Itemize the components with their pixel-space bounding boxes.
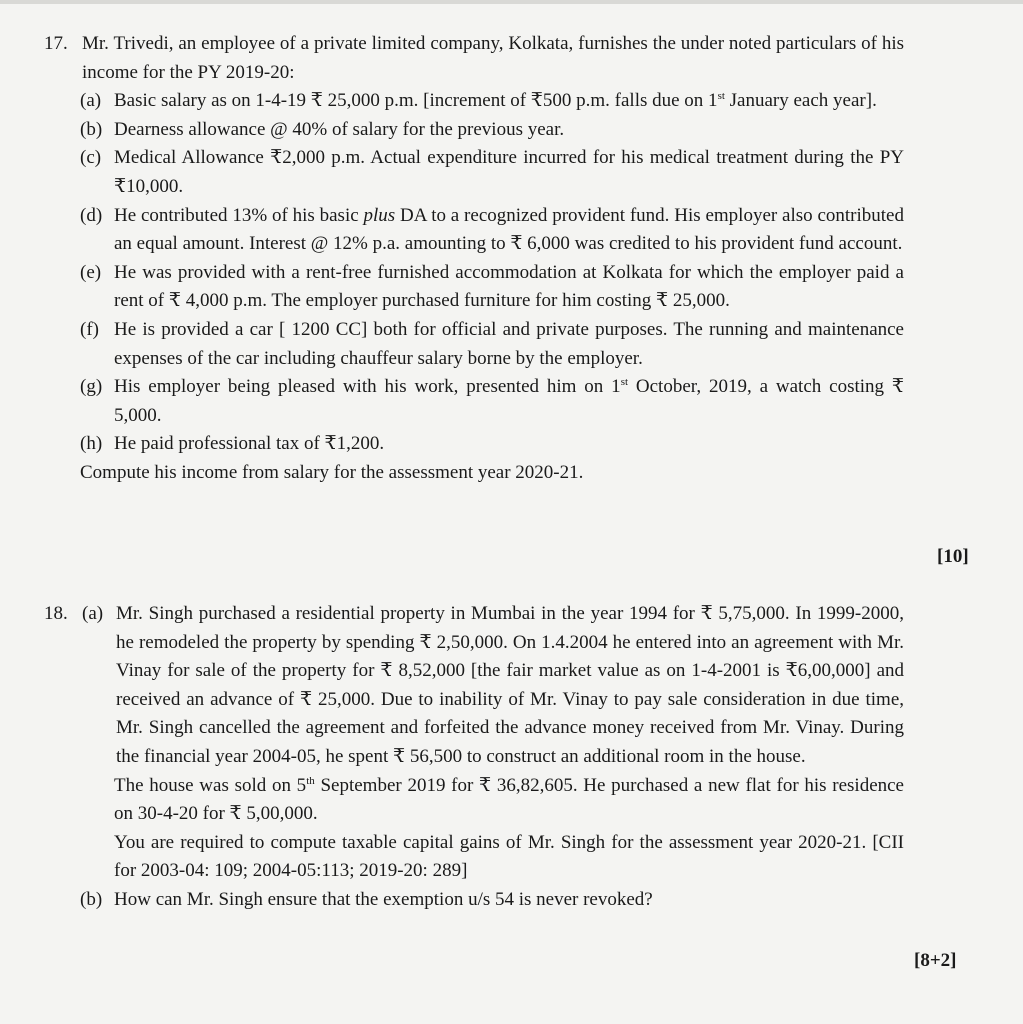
marks-18: [8+2]	[914, 950, 957, 971]
top-edge	[0, 0, 1023, 4]
item-b: (b) Dearness allowance @ 40% of salary for the previous year.	[80, 118, 565, 140]
question-number: 18.	[44, 603, 68, 624]
part-a-para2: The house was sold on 5th September 2019 for ₹ 36,82,605. He purchased a new flat for his residence on 30-4-20 for ₹ 5,00,000.	[114, 774, 904, 825]
item-d: (d) He contributed 13% of his basic plus DA to a recognized provident fund. His employer also contributed an equal amount. Interest @ 12% p.a. amounting to ₹ 6,000 was credited to his provident fund account.	[80, 204, 904, 255]
item-f: (f) He is provided a car [ 1200 CC] both for official and private purposes. The running and maintenance expenses of the car including chauffeur salary borne by the employer.	[80, 318, 904, 369]
question-number: 17.	[44, 33, 68, 54]
question-17-task: Compute his income from salary for the assessment year 2020-21.	[80, 461, 584, 483]
part-b: (b) How can Mr. Singh ensure that the exemption u/s 54 is never revoked?	[80, 888, 653, 910]
item-a: (a) Basic salary as on 1-4-19 ₹ 25,000 p.m. [increment of ₹500 p.m. falls due on 1st January each year].	[80, 90, 877, 112]
question-18: 18. (a) Mr. Singh purchased a residential property in Mumbai in the year 1994 for ₹ 5,75,000. In 1999-2000, he remodeled the property by spending ₹ 2,50,000. On 1.4.2004 he entered into an agreement with Mr. Vinay for sale of the property for ₹ 8,52,000 [the fair market value as on 1-4-2001 is ₹6,00,000] and received an advance of ₹ 25,000. Due to inability of Mr. Vinay to pay sale consideration in due time, Mr. Singh cancelled the agreement and forfeited the advance money received from Mr. Vinay. During the financial year 2004-05, he spent ₹ 56,500 to construct an additional room in the house. The house was sold on 5th September 2019 for ₹ 36,82,605. He purchased a new flat for his residence on 30-4-20 for ₹ 5,00,000. You are required to compute taxable capital gains of Mr. Singh for the assessment year 2020-21. [CII for 2003-04: 109; 2004-05:113; 2019-20: 289] (b) How can Mr. Singh ensure that the exemption u/s 54 is never revoked?	[44, 600, 904, 915]
question-intro: Mr. Trivedi, an employee of a private limited company, Kolkata, furnishes the under noted particulars of his income for the PY 2019-20:	[82, 33, 904, 83]
item-g: (g) His employer being pleased with his work, presented him on 1st October, 2019, a watch costing ₹ 5,000.	[80, 376, 904, 426]
part-a-para3: You are required to compute taxable capital gains of Mr. Singh for the assessment year 2020-21. [CII for 2003-04: 109; 2004-05:113; 2019-20: 289]	[114, 831, 904, 882]
question-17	[44, 30, 904, 488]
marks-17: [10]	[937, 546, 969, 567]
item-e: (e) He was provided with a rent-free furnished accommodation at Kolkata for which the employer paid a rent of ₹ 4,000 p.m. The employer purchased furniture for him costing ₹ 25,000.	[80, 261, 904, 312]
item-c: (c) Medical Allowance ₹2,000 p.m. Actual expenditure incurred for his medical treatment during the PY ₹10,000.	[80, 147, 904, 197]
part-a-para1: Mr. Singh purchased a residential property in Mumbai in the year 1994 for ₹ 5,75,000. In 1999-2000, he remodeled the property by spending ₹ 2,50,000. On 1.4.2004 he entered into an agreement with Mr. Vinay for sale of the property for ₹ 8,52,000 [the fair market value as on 1-4-2001 is ₹6,00,000] and received an advance of ₹ 25,000. Due to inability of Mr. Vinay to pay sale consideration in due time, Mr. Singh cancelled the agreement and forfeited the advance money received from Mr. Vinay. During the financial year 2004-05, he spent ₹ 56,500 to construct an additional room in the house.	[116, 603, 904, 767]
item-h: (h) He paid professional tax of ₹1,200.	[80, 433, 385, 455]
